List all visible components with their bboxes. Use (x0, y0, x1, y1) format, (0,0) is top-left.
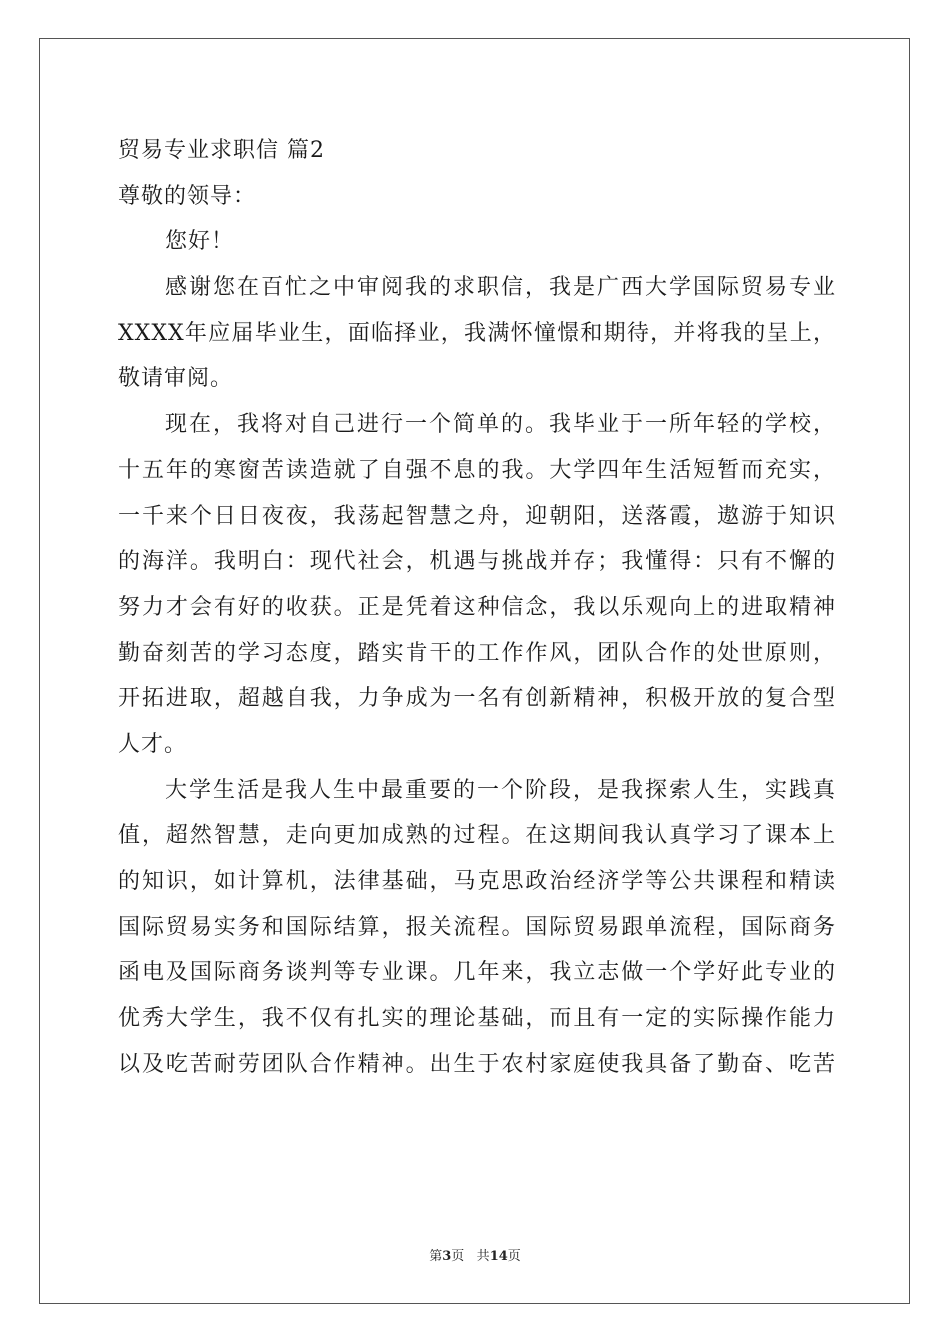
paragraph-line: 敬请审阅。 (118, 366, 234, 392)
page-prefix: 第 (429, 1249, 443, 1264)
paragraph-line: 感谢您在百忙之中审阅我的求职信，我是广西大学国际贸易专业 (165, 275, 836, 301)
paragraph-line: 的海洋。我明白：现代社会，机遇与挑战并存；我懂得：只有不懈的 (118, 549, 836, 575)
letter-body (118, 128, 836, 1087)
paragraph-line: 函电及国际商务谈判等专业课。几年来，我立志做一个学好此专业的 (118, 960, 836, 986)
paragraph-line: 一千来个日日夜夜，我荡起智慧之舟，迎朝阳，送落霞，遨游于知识 (118, 503, 836, 529)
page-footer (0, 1245, 950, 1264)
page-total: 14 (489, 1249, 508, 1264)
paragraph-line: 大学生活是我人生中最重要的一个阶段，是我探索人生，实践真 (165, 777, 836, 803)
paragraph-line: 勤奋刻苦的学习态度，踏实肯干的工作作风，团队合作的处世原则， (118, 640, 836, 666)
paragraph-line: 的知识，如计算机，法律基础，马克思政治经济学等公共课程和精读 (118, 869, 836, 894)
page-current: 3 (442, 1249, 452, 1264)
greeting: 您好！ (165, 229, 235, 255)
paragraph-line: 现在，我将对自己进行一个简单的。我毕业于一所年轻的学校， (165, 412, 836, 438)
paragraph-line: 开拓进取，超越自我，力争成为一名有创新精神，积极开放的复合型 (118, 686, 836, 712)
paragraph-line: 十五年的寒窗苦读造就了自强不息的我。大学四年生活短暂而充实， (118, 457, 836, 483)
paragraph-line: 国际贸易实务和国际结算，报关流程。国际贸易跟单流程，国际商务 (118, 914, 836, 940)
paragraph-line: XXXX年应届毕业生，面临择业，我满怀憧憬和期待，并将我的呈上， (118, 320, 836, 346)
paragraph-line: 以及吃苦耐劳团队合作精神。出生于农村家庭使我具备了勤奋、吃苦 (118, 1051, 836, 1077)
section-title: 贸易专业求职信 篇2 (118, 138, 325, 163)
paragraph-line: 人才。 (118, 731, 188, 757)
total-prefix: 共 (476, 1249, 490, 1264)
page-suffix: 页 (451, 1249, 465, 1264)
salutation: 尊敬的领导： (118, 183, 257, 209)
paragraph-line: 努力才会有好的收获。正是凭着这种信念，我以乐观向上的进取精神 (118, 594, 836, 620)
total-suffix: 页 (507, 1249, 521, 1264)
paragraph-line: 优秀大学生，我不仅有扎实的理论基础，而且有一定的实际操作能力 (118, 1006, 836, 1032)
paragraph-line: 值，超然智慧，走向更加成熟的过程。在这期间我认真学习了课本上 (118, 823, 836, 849)
